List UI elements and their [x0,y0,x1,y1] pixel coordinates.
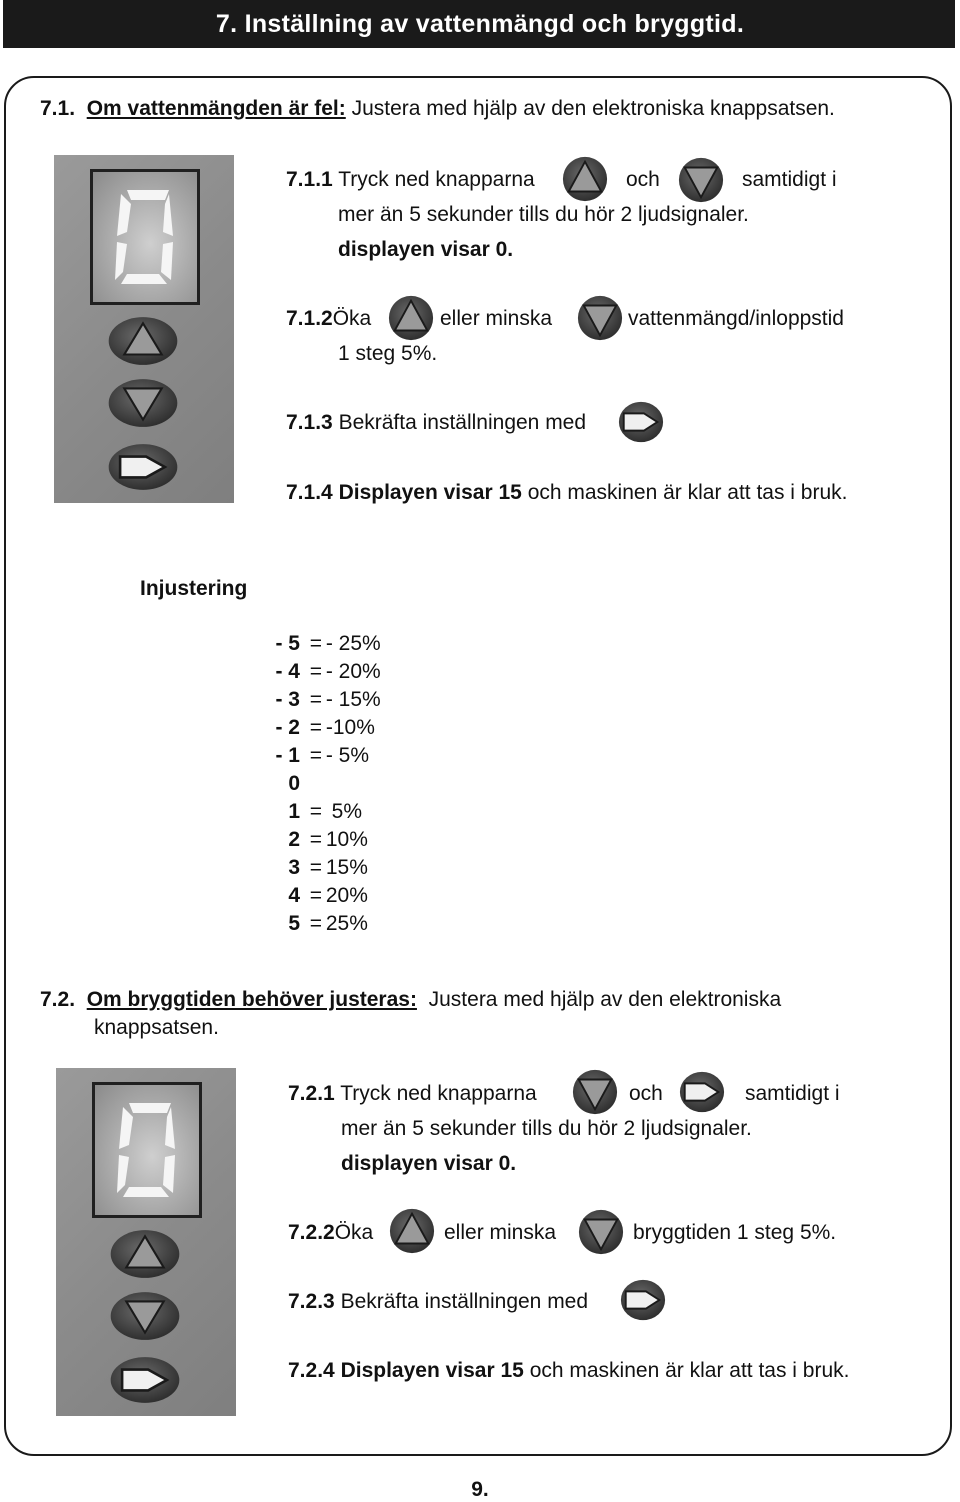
adjust-row [270,910,381,938]
keypad-enter-button[interactable] [106,441,180,493]
adjust-value: - 25% [325,632,381,655]
adjust-row [270,882,381,910]
section-text: Justera med hjälp av den elektroniska knappsatsen. [351,97,835,120]
step-text-line2: mer än 5 sekunder tills du hör 2 ljudsignaler. [341,1117,752,1140]
adjust-eq: = [309,912,322,935]
step-text-line3: displayen visar 0. [338,238,514,261]
down-button-icon [570,1068,620,1116]
adjust-value: 25% [325,912,368,935]
down-button-icon [676,156,726,204]
adjust-eq: = [309,828,322,851]
adjust-key: 1 [288,800,300,823]
adjust-row [270,714,381,742]
section-heading-7-2 [40,988,781,1012]
step-7-2-4 [288,1358,850,1384]
keypad-up-button[interactable] [108,1228,182,1280]
adjust-eq: = [309,884,322,907]
adjust-eq: = [309,744,322,767]
step-text-and: och [626,168,660,191]
adjust-row [270,826,381,854]
section-heading: Om vattenmängden är fel: [86,97,346,120]
keypad-display [90,169,200,305]
section-number: 7.2. [40,988,76,1011]
adjust-key: 5 [288,912,300,935]
section-heading: Om bryggtiden behöver justeras: [86,988,417,1011]
page-number: 9. [471,1478,489,1501]
adjust-row [270,854,381,882]
enter-button-icon [618,1276,668,1324]
step-number: 7.2.4 [288,1359,335,1382]
step-text-simultaneously: samtidigt i [742,168,837,191]
adjust-key: - 3 [275,688,300,711]
step-number: 7.2.2 [288,1221,335,1244]
step-text-line2: 1 steg 5%. [338,342,438,365]
adjust-value: 20% [325,884,368,907]
adjust-title: Injustering [140,577,248,600]
step-text: Tryck ned knapparna [340,1082,537,1105]
step-text-bold: Displayen visar 15 [340,1359,524,1382]
step-text-line3: displayen visar 0. [341,1152,517,1175]
keypad-down-button[interactable] [108,1290,182,1342]
step-text: Bekräfta inställningen med [340,1290,589,1313]
adjust-row [270,770,381,798]
step-text-or-decrease: eller minska [444,1221,557,1244]
seven-segment-digit-icon [113,186,177,288]
adjust-value: -10% [325,716,375,739]
step-text-or-decrease: eller minska [440,307,553,330]
adjust-eq: = [309,800,322,823]
adjust-key: - 4 [275,660,300,683]
adjust-value: 5% [325,800,363,823]
step-7-1-3 [286,410,586,436]
step-number: 7.1.4 [286,481,333,504]
adjust-key: 2 [288,828,300,851]
adjust-value: - 15% [325,688,381,711]
step-text: och maskinen är klar att tas i bruk. [529,1359,850,1382]
section-text: Justera med hjälp av den elektroniska [428,988,782,1011]
adjust-key: - 5 [275,632,300,655]
step-text-target: vattenmängd/inloppstid [628,307,844,330]
step-number: 7.1.3 [286,411,333,434]
adjust-eq: = [309,856,322,879]
step-text: Öka [334,1221,374,1244]
adjust-value: - 5% [325,744,370,767]
step-7-2-3 [288,1289,588,1315]
adjust-eq: = [309,688,322,711]
keypad-display [92,1082,202,1218]
step-text-simultaneously: samtidigt i [745,1082,840,1105]
step-7-2-2 [288,1220,373,1246]
keypad-enter-button[interactable] [108,1354,182,1406]
step-7-1-2 [286,306,371,332]
seven-segment-digit-icon [115,1099,179,1201]
adjust-row [270,630,381,658]
adjust-key: 3 [288,856,300,879]
step-text-bold: Displayen visar 15 [338,481,522,504]
step-number: 7.2.1 [288,1082,335,1105]
step-7-1-1 [286,167,535,193]
adjust-row [270,742,381,770]
page-title: 7. Inställning av vattenmängd och bryggtid. [215,10,745,38]
step-text: och maskinen är klar att tas i bruk. [527,481,848,504]
adjust-key: 0 [288,772,300,795]
down-button-icon [576,1208,626,1256]
adjust-key: - 2 [275,716,300,739]
section-text-line2: knappsatsen. [94,1016,219,1039]
adjust-eq: = [309,632,322,655]
step-text-and: och [629,1082,663,1105]
step-text-target: bryggtiden 1 steg 5%. [633,1221,837,1244]
adjust-eq: = [309,660,322,683]
step-text: Bekräfta inställningen med [338,411,587,434]
step-number: 7.2.3 [288,1290,335,1313]
step-text-line2: mer än 5 sekunder tills du hör 2 ljudsignaler. [338,203,749,226]
section-heading-7-1 [40,97,835,121]
step-text: Öka [332,307,372,330]
step-text: Tryck ned knapparna [338,168,535,191]
up-button-icon [387,1207,437,1255]
adjust-value: 15% [325,856,368,879]
adjust-eq: = [309,716,322,739]
step-7-1-4 [286,480,848,506]
down-button-icon [575,294,625,342]
step-number: 7.1.1 [286,168,333,191]
enter-button-icon [616,398,666,446]
keypad-up-button[interactable] [106,315,180,367]
adjust-table [270,630,381,938]
up-button-icon [386,294,436,342]
adjust-value: - 20% [325,660,381,683]
adjust-key: 4 [288,884,300,907]
adjust-row [270,798,381,826]
section-number: 7.1. [40,97,76,120]
keypad-panel [54,155,234,503]
adjust-key: - 1 [275,744,300,767]
keypad-panel [56,1068,236,1416]
adjust-row [270,658,381,686]
enter-button-icon [677,1068,727,1116]
step-7-2-1 [288,1081,537,1107]
up-button-icon [560,155,610,203]
adjust-value: 10% [325,828,368,851]
keypad-down-button[interactable] [106,377,180,429]
step-number: 7.1.2 [286,307,333,330]
adjust-row [270,686,381,714]
